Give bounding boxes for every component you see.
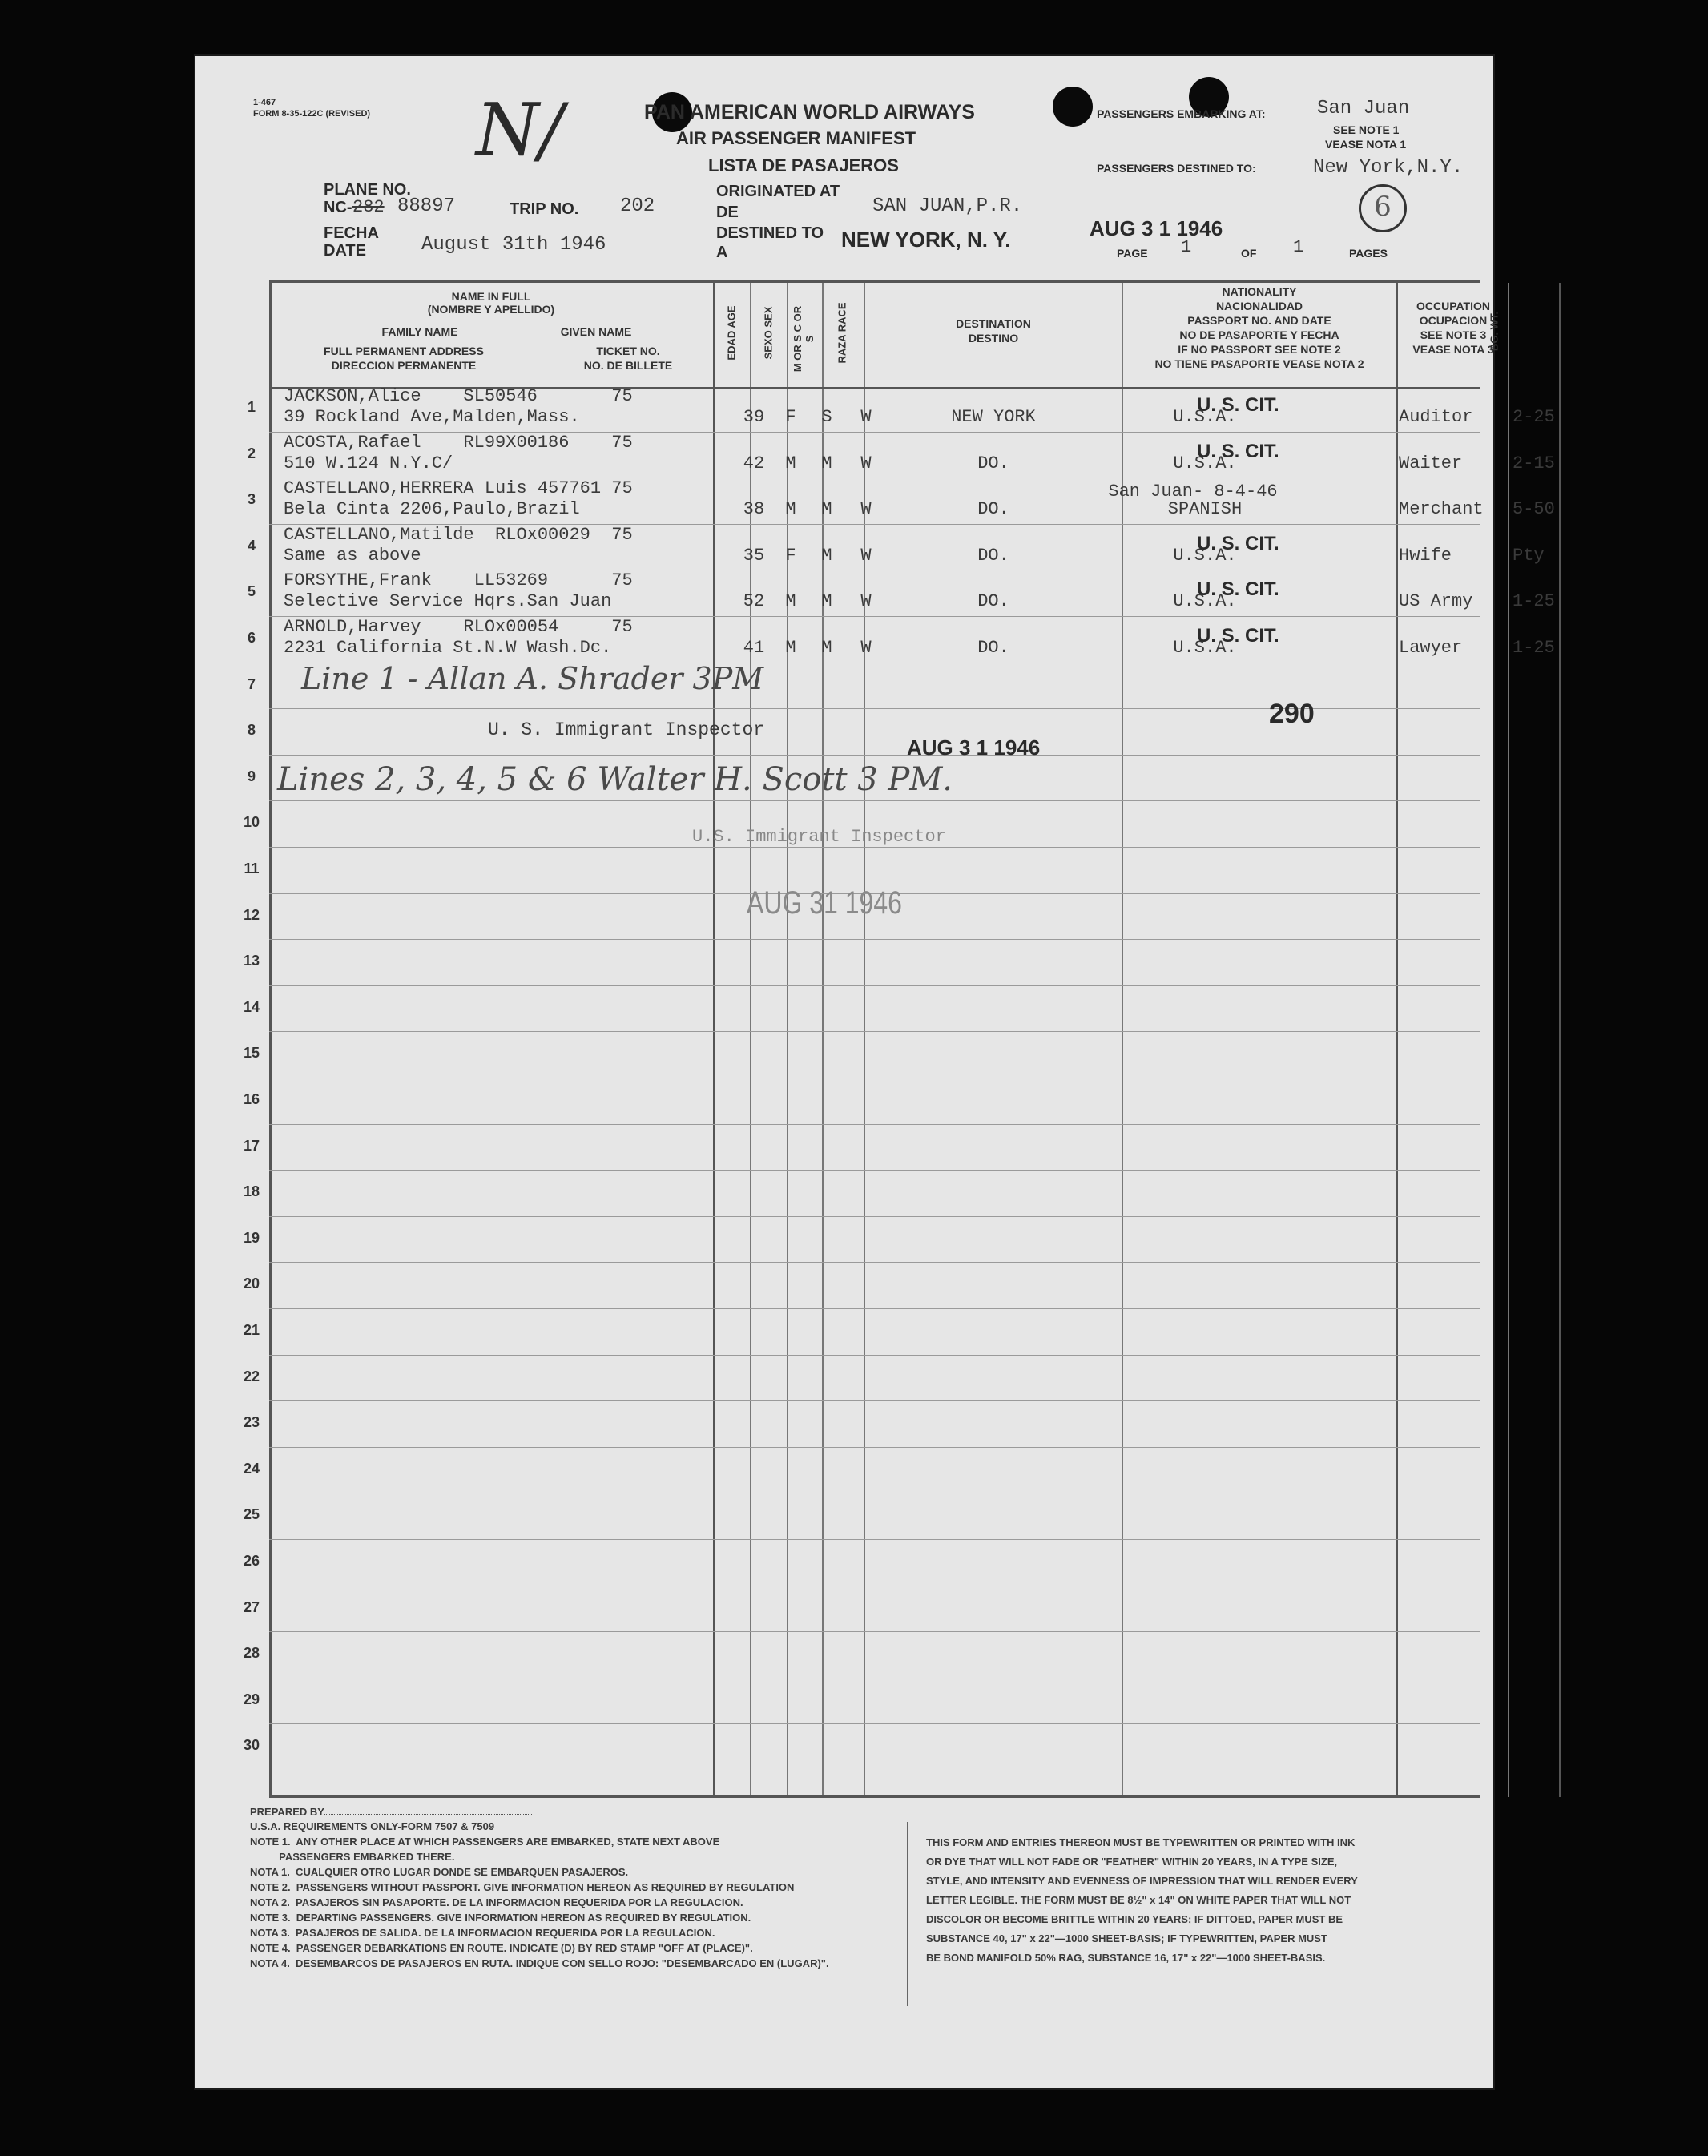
footer-note-line: PASSENGERS EMBARKED THERE. <box>250 1851 455 1863</box>
col-occupation-es: OCUPACION <box>1419 314 1488 327</box>
footer-spec-line: THIS FORM AND ENTRIES THEREON MUST BE TYPEWRITTEN OR PRINTED WITH INK <box>926 1836 1356 1848</box>
col-address: FULL PERMANENT ADDRESS <box>324 345 484 357</box>
of-label: OF <box>1241 247 1257 260</box>
a-label: A <box>716 244 728 261</box>
passenger-marital-status: M <box>821 453 832 474</box>
row-number: 12 <box>243 906 260 923</box>
row-number: 9 <box>247 768 256 784</box>
passenger-marital-status: S <box>821 407 832 427</box>
footer-spec-line: SUBSTANCE 40, 17" x 22"—1000 SHEET-BASIS; IF TYPEWRITTEN, PAPER MUST <box>926 1932 1327 1944</box>
row-number: 22 <box>243 1368 260 1384</box>
footer-note-line: U.S.A. REQUIREMENTS ONLY-FORM 7507 & 7509 <box>250 1820 495 1832</box>
col-nationality-es: NACIONALIDAD <box>1215 300 1303 312</box>
passenger-race: W <box>860 591 872 612</box>
passenger-baggage: 1-25 <box>1513 638 1555 658</box>
passenger-age: 41 <box>743 638 765 658</box>
plane-nc-label: NC- <box>324 199 352 216</box>
col-destination: DESTINATION <box>956 317 1031 330</box>
footer-note-line: NOTE 2. PASSENGERS WITHOUT PASSPORT. GIVE INFORMATION HEREON AS REQUIRED BY REGULATION <box>250 1881 795 1893</box>
col-race: RAZA RACE <box>836 302 848 364</box>
row-number: 3 <box>247 491 256 508</box>
trip-no-label: TRIP NO. <box>510 200 579 218</box>
passenger-marital-status: M <box>821 638 832 658</box>
passenger-race: W <box>860 638 872 658</box>
row-number: 4 <box>247 537 256 554</box>
footer-note-line: NOTA 4. DESEMBARCOS DE PASAJEROS EN RUTA. INDIQUE CON SELLO ROJO: "DESEMBARCADO EN (LUGAR)". <box>250 1957 829 1969</box>
footer-note-line: NOTE 3. DEPARTING PASSENGERS. GIVE INFORMATION HEREON AS REQUIRED BY REGULATION. <box>250 1912 751 1924</box>
embarking-value: San Juan <box>1317 98 1410 119</box>
plane-no-value: 88897 <box>397 195 456 217</box>
col-vease-nota-3: VEASE NOTA 3 <box>1412 343 1494 356</box>
passenger-passport-date: San Juan- 8-4-46 <box>1108 482 1278 502</box>
see-note-1: SEE NOTE 1 <box>1333 123 1400 136</box>
passenger-marital-status: M <box>821 545 832 566</box>
row-number: 5 <box>247 583 256 600</box>
prepared-by-line <box>324 1814 532 1815</box>
plane-no-label: PLANE NO. <box>324 181 411 199</box>
col-see-note-3: SEE NOTE 3 <box>1420 328 1487 341</box>
inspector-label-1: U. S. Immigrant Inspector <box>488 719 765 740</box>
footer-note-line: NOTA 2. PASAJEROS SIN PASAPORTE. DE LA INFORMACION REQUERIDA POR LA REGULACION. <box>250 1896 743 1908</box>
footer-spec-line: LETTER LEGIBLE. THE FORM MUST BE 8½" x 14" ON WHITE PAPER THAT WILL NOT <box>926 1894 1351 1906</box>
row-number: 28 <box>243 1645 260 1662</box>
passenger-occupation: Hwife <box>1399 545 1452 566</box>
page-value: 1 <box>1181 237 1192 257</box>
row-number: 27 <box>243 1598 260 1615</box>
passenger-age: 42 <box>743 453 765 474</box>
row-number: 29 <box>243 1691 260 1707</box>
footer-note-line: NOTA 1. CUALQUIER OTRO LUGAR DONDE SE EMBARQUEN PASAJEROS. <box>250 1866 629 1878</box>
row-number: 14 <box>243 998 260 1015</box>
originated-value: SAN JUAN,P.R. <box>872 195 1023 217</box>
row-number: 21 <box>243 1322 260 1338</box>
row-number: 6 <box>247 630 256 646</box>
row-number: 13 <box>243 953 260 969</box>
passenger-name-ticket: JACKSON,Alice SL50546 75 <box>284 386 633 406</box>
passenger-race: W <box>860 453 872 474</box>
col-address-es: DIRECCION PERMANENTE <box>331 359 477 372</box>
col-sex: SEXO SEX <box>762 306 775 360</box>
trip-no-value: 202 <box>620 195 655 217</box>
passenger-address: 39 Rockland Ave,Malden,Mass. <box>284 407 580 427</box>
passenger-baggage: 1-25 <box>1513 591 1555 612</box>
citizenship-stamp: U. S. CIT. <box>1197 532 1279 554</box>
col-passport: PASSPORT NO. AND DATE <box>1187 314 1331 327</box>
passenger-name-ticket: ARNOLD,Harvey RLOx00054 75 <box>284 617 633 637</box>
pages-label: PAGES <box>1349 247 1388 260</box>
footer-notes <box>250 1819 829 1971</box>
destined-to-label: DESTINED TO <box>716 224 824 242</box>
passenger-sex: M <box>785 638 796 658</box>
inspector-stamp-2: AUG 31 1946 <box>747 885 902 921</box>
inspector-signature-1: Line 1 - Allan A. Shrader 3PM <box>301 661 764 696</box>
passenger-address: Bela Cinta 2206,Paulo,Brazil <box>284 499 580 520</box>
col-name-title: NAME IN FULL <box>451 290 531 303</box>
row-number: 1 <box>247 399 256 415</box>
row-number: 10 <box>243 814 260 831</box>
citizenship-stamp: U. S. CIT. <box>1197 440 1279 462</box>
row-number: 18 <box>243 1183 260 1200</box>
row-number: 30 <box>243 1737 260 1754</box>
footer-spec <box>926 1833 1358 1968</box>
passenger-age: 52 <box>743 591 765 612</box>
citizenship-stamp: U. S. CIT. <box>1197 394 1279 416</box>
inspector-label-2: U.S. Immigrant Inspector <box>692 827 946 847</box>
footer-spec-line: STYLE, AND INTENSITY AND EVENNESS OF IMPRESSION THAT WILL RENDER EVERY <box>926 1875 1358 1887</box>
date-label: DATE <box>324 242 366 260</box>
inspector-stamp-1: AUG 3 1 1946 <box>907 735 1041 760</box>
passenger-occupation: US Army <box>1399 591 1473 612</box>
fecha-label: FECHA <box>324 224 379 242</box>
footer-note-line: NOTA 3. PASAJEROS DE SALIDA. DE LA INFORMACION REQUERIDA POR LA REGULACION. <box>250 1927 715 1939</box>
row-number: 24 <box>243 1460 260 1477</box>
col-occupation: OCCUPATION <box>1416 300 1491 312</box>
passenger-occupation: Waiter <box>1399 453 1463 474</box>
row-number: 15 <box>243 1045 260 1062</box>
footer-divider <box>907 1822 908 2006</box>
form-code-1: 1-467 <box>253 98 276 107</box>
passenger-destination: DO. <box>977 545 1009 566</box>
originated-label: ORIGINATED AT <box>716 183 840 200</box>
passenger-nationality: U.S.A. <box>1173 453 1237 474</box>
manifest-title: AIR PASSENGER MANIFEST <box>676 128 916 148</box>
col-nationality: NATIONALITY <box>1222 285 1297 298</box>
passenger-name-ticket: ACOSTA,Rafael RL99X00186 75 <box>284 432 633 453</box>
airline-title: PAN AMERICAN WORLD AIRWAYS <box>644 101 975 123</box>
handwritten-mark: N/ <box>476 88 564 172</box>
passenger-nationality: U.S.A. <box>1173 545 1237 566</box>
total-weight: 290 <box>1269 699 1315 729</box>
passenger-nationality: U.S.A. <box>1173 638 1237 658</box>
passenger-age: 35 <box>743 545 765 566</box>
date-stamp: AUG 3 1 1946 <box>1090 216 1223 240</box>
passenger-marital-status: M <box>821 591 832 612</box>
form-code-2: FORM 8-35-122C (REVISED) <box>253 109 371 119</box>
col-destination-es: DESTINO <box>968 332 1019 345</box>
passenger-name-ticket: FORSYTHE,Frank LL53269 75 <box>284 570 633 591</box>
passenger-race: W <box>860 499 872 520</box>
row-number: 19 <box>243 1229 260 1246</box>
passenger-address: 510 W.124 N.Y.C/ <box>284 453 453 474</box>
passenger-destination: NEW YORK <box>951 407 1036 427</box>
passenger-age: 39 <box>743 407 765 427</box>
manifest-title-es: LISTA DE PASAJEROS <box>708 155 899 175</box>
circled-count: 6 <box>1359 184 1407 232</box>
col-no-passport: IF NO PASSPORT SEE NOTE 2 <box>1178 343 1341 356</box>
passenger-age: 38 <box>743 499 765 520</box>
passenger-race: W <box>860 407 872 427</box>
passenger-nationality: U.S.A. <box>1173 407 1237 427</box>
punch-hole-2 <box>1053 87 1093 127</box>
row-number: 16 <box>243 1091 260 1107</box>
row-number: 17 <box>243 1137 260 1154</box>
col-ticket-no: TICKET NO. <box>596 345 660 357</box>
de-label: DE <box>716 204 739 221</box>
passenger-sex: M <box>785 499 796 520</box>
embarking-label: PASSENGERS EMBARKING AT: <box>1097 107 1266 120</box>
col-family-name: FAMILY NAME <box>381 325 458 338</box>
plane-no-struck: 282 <box>352 197 385 217</box>
passenger-occupation: Merchant <box>1399 499 1484 520</box>
row-number: 11 <box>244 860 260 877</box>
passenger-destination: DO. <box>977 591 1009 612</box>
row-number: 2 <box>247 445 256 461</box>
prepared-by-label: PREPARED BY <box>250 1806 324 1818</box>
citizenship-stamp: U. S. CIT. <box>1197 578 1279 601</box>
passenger-address: Selective Service Hqrs.San Juan <box>284 591 612 612</box>
passenger-sex: F <box>785 545 796 566</box>
passenger-occupation: Lawyer <box>1399 638 1463 658</box>
citizenship-stamp: U. S. CIT. <box>1197 625 1279 647</box>
page-label: PAGE <box>1117 247 1148 260</box>
passenger-destination: DO. <box>977 638 1009 658</box>
passenger-baggage: 5-50 <box>1513 499 1555 520</box>
passenger-baggage: 2-15 <box>1513 453 1555 474</box>
manifest-page <box>195 56 1555 2088</box>
passenger-name-ticket: CASTELLANO,Matilde RLOx00029 75 <box>284 524 633 545</box>
passenger-sex: M <box>785 591 796 612</box>
row-number: 8 <box>247 722 256 739</box>
passenger-race: W <box>860 545 872 566</box>
footer-spec-line: DISCOLOR OR BECOME BRITTLE WITHIN 20 YEARS; IF DITTOED, PAPER MUST BE <box>926 1913 1343 1925</box>
vease-nota-1: VEASE NOTA 1 <box>1325 138 1407 151</box>
passenger-baggage: Pty <box>1513 545 1545 566</box>
col-marital: M OR S C OR S <box>792 305 816 373</box>
row-number: 26 <box>243 1553 260 1569</box>
row-number: 25 <box>243 1506 260 1523</box>
passenger-name-ticket: CASTELLANO,HERRERA Luis 457761 75 <box>284 478 633 499</box>
row-number: 20 <box>243 1275 260 1292</box>
passenger-occupation: Auditor <box>1399 407 1473 427</box>
passenger-sex: F <box>785 407 796 427</box>
col-passport-es: NO DE PASAPORTE Y FECHA <box>1179 328 1339 341</box>
passenger-nationality: U.S.A. <box>1173 591 1237 612</box>
footer-spec-line: OR DYE THAT WILL NOT FADE OR "FEATHER" WITHIN 20 YEARS, IN A TYPE SIZE, <box>926 1856 1338 1868</box>
inspector-signature-2: Lines 2, 3, 4, 5 & 6 Walter H. Scott 3 PM. <box>277 761 953 798</box>
destined-label: PASSENGERS DESTINED TO: <box>1097 162 1256 175</box>
passenger-destination: DO. <box>977 499 1009 520</box>
date-value: August 31th 1946 <box>421 234 606 256</box>
passenger-address: Same as above <box>284 545 421 566</box>
destined-value: New York,N.Y. <box>1313 157 1464 179</box>
col-name-title-es: (NOMBRE Y APELLIDO) <box>427 303 555 316</box>
footer-note-line: NOTE 1. ANY OTHER PLACE AT WHICH PASSENGERS ARE EMBARKED, STATE NEXT ABOVE <box>250 1836 720 1848</box>
passenger-nationality: SPANISH <box>1167 499 1243 520</box>
of-value: 1 <box>1293 237 1304 257</box>
col-age: EDAD AGE <box>725 305 738 361</box>
footer-note-line: NOTE 4. PASSENGER DEBARKATIONS EN ROUTE. INDICATE (D) BY RED STAMP "OFF AT (PLACE)". <box>250 1942 753 1954</box>
destined-to-value: NEW YORK, N. Y. <box>841 228 1011 252</box>
passenger-destination: DO. <box>977 453 1009 474</box>
col-no-passport-es: NO TIENE PASAPORTE VEASE NOTA 2 <box>1154 357 1364 370</box>
passenger-baggage: 2-25 <box>1513 407 1555 427</box>
passenger-sex: M <box>785 453 796 474</box>
col-ticket-no-es: NO. DE BILLETE <box>583 359 673 372</box>
row-number: 23 <box>243 1414 260 1431</box>
passenger-marital-status: M <box>821 499 832 520</box>
col-baggage-weight: BG. WT. <box>1488 311 1501 352</box>
footer-spec-line: BE BOND MANIFOLD 50% RAG, SUBSTANCE 16, 17" x 22"—1000 SHEET-BASIS. <box>926 1952 1326 1964</box>
col-given-name: GIVEN NAME <box>560 325 632 338</box>
passenger-address: 2231 California St.N.W Wash.Dc. <box>284 638 612 658</box>
row-number: 7 <box>247 675 256 692</box>
